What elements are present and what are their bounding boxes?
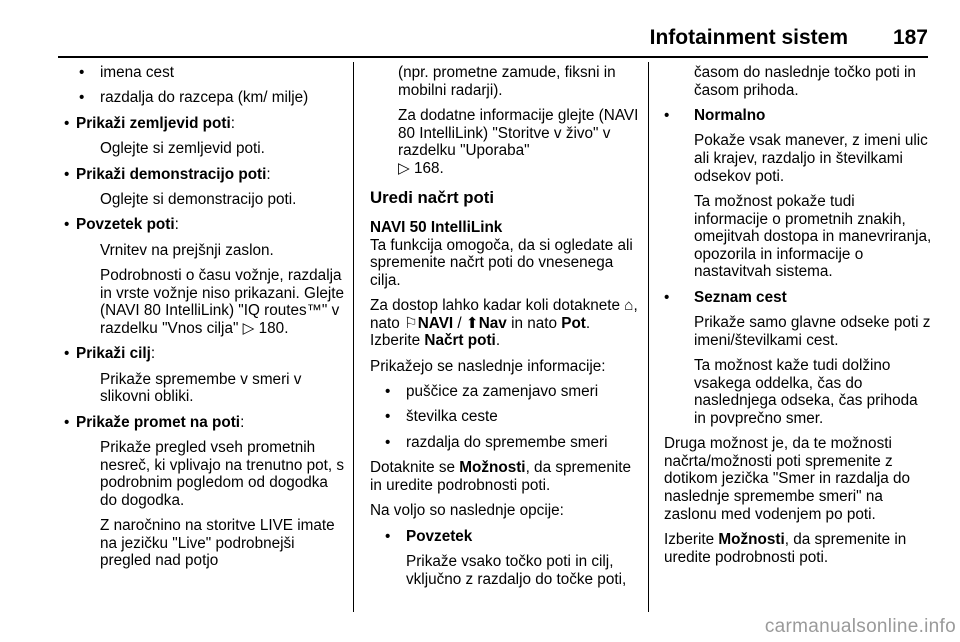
text-run: Pot [561,314,586,332]
bullet-text: Prikaže spremembe v smeri v slikovni obliki. [100,370,302,406]
sub-bullet-distance: • razdalja do razcepa (km/ milje) [64,89,348,107]
text-run: Možnosti [718,531,785,549]
header-title: Infotainment sistem [649,26,848,49]
page-ref: 168. [414,159,444,177]
text-run: Izberite [664,531,715,549]
list-item: • razdalja do spremembe smeri [370,434,640,452]
paragraph: Na voljo so naslednje opcije: [370,502,564,520]
bullet-title: Prikaži demonstracijo poti [76,165,267,183]
text-run: in nato [511,314,557,332]
flag-icon: ⚐ [404,314,418,332]
paragraph: Za dostop lahko kadar koli dotaknete ⌂, nato ⚐NAVI / ⬆Nav in nato Pot. Izberite Načrt poti. [370,297,638,350]
section-subheading: NAVI 50 IntelliLink [370,218,503,236]
continued-text [370,107,640,177]
column-divider-2 [648,62,649,612]
page-ref-icon: ▷ [242,319,255,337]
option-text: Prikaže samo glavne odseke poti z imeni/številkami cest. [694,314,931,349]
text-run: NAVI [417,314,454,332]
page-ref: 180. [258,319,289,337]
continued-text: časom do naslednje točko poti in časom prihoda. [694,64,916,99]
option-road-list [664,289,932,307]
paragraph [664,531,932,566]
home-icon: ⌂ [624,297,634,315]
column-1 [64,64,348,578]
text-run: , da spremenite in uredite podrobnosti poti. [370,459,631,494]
option-text: Ta možnost kaže tudi dolžino vsakega oddelka, čas do naslednjega odseka, čas prihoda in povprečno smer. [694,357,918,427]
bullet-show-destination: • Prikaži cilj: [64,345,348,363]
column-2 [370,64,640,596]
text-run: Dotaknite se [370,459,456,477]
option-summary [370,528,640,546]
sub-bullet-street-names: • imena cest [64,64,348,82]
option-text: Ta možnost pokaže tudi informacije o prometnih znakih, omejitvah dostopa in manevriranja, opozorila in informacije o nastavitvah sistema. [694,192,932,281]
bullet-show-traffic: • Prikaže promet na poti: [64,414,348,432]
text-run: / [457,314,462,332]
text-run: Za dostop lahko kadar koli dotaknete [370,297,621,315]
list-item: • številka ceste [370,408,640,426]
text-run: Možnosti [459,459,526,477]
nav-arrow-icon: ⬆ [465,314,479,332]
option-title: Povzetek [406,527,473,545]
watermark: carmanualsonline.info [764,616,956,637]
page-number: 187 [892,26,928,49]
bullet-route-summary: • Povzetek poti: [64,216,348,234]
option-title: Seznam cest [694,288,787,306]
bullet-text: Vrnitev na prejšnji zaslon. [100,241,274,259]
bullet-title: Povzetek poti [76,216,175,234]
bullet-text: Prikaže pregled vseh prometnih nesreč, ki vplivajo na trenutno pot, s podrobnim pogledom od dogodka do dogodka. [100,439,345,509]
column-divider-1 [353,62,354,612]
option-normal [664,107,932,125]
column-3 [664,64,932,574]
text-run: , nato [370,297,638,332]
option-text: Pokaže vsak manever, z imeni ulic ali krajev, razdaljo in številkami odsekov poti. [694,132,928,185]
text-run: . Izberite [370,314,591,350]
text-run: , da spremenite in uredite podrobnosti poti. [664,531,907,566]
option-text: Prikaže vsako točko poti in cilj, vključno z razdaljo do točke poti, [406,553,627,588]
bullet-title: Prikaži cilj [76,345,151,363]
bullet-text: Oglejte si demonstracijo poti. [100,190,297,208]
paragraph [370,459,640,494]
option-title: Normalno [694,106,766,124]
bullet-text: Z naročnino na storitve LIVE imate na jezičku "Live" podrobnejši pregled nad potjo [100,517,335,570]
page-ref-icon: ▷ [398,159,410,177]
list-item: • puščice za zamenjavo smeri [370,383,640,401]
bullet-text [64,267,348,337]
bullet-show-route-demo: • Prikaži demonstracijo poti: [64,166,348,184]
text-run: Nav [478,314,507,332]
text-run: Podrobnosti o času vožnje, razdalja in vrste vožnje niso prikazani. Glejte (NAVI 80 IntelliLink) "IQ routes™" v razdelku "Vnos cilja" [100,267,345,337]
header-rule [58,56,928,58]
text-run: Za dodatne informacije glejte (NAVI 80 IntelliLink) "Storitve v živo" v razdelku "Uporaba" [398,106,639,160]
paragraph: Prikažejo se naslednje informacije: [370,357,606,375]
text-run: Načrt poti [424,332,496,350]
paragraph: Ta funkcija omogoča, da si ogledate ali spremenite načrt poti do vnesenega cilja. [370,236,633,289]
bullet-title: Prikaži zemljevid poti [76,114,231,132]
paragraph: Druga možnost je, da te možnosti načrta/možnosti poti spremenite z dotikom jezička "Smer in razdalja do naslednje spremembe smeri" na zaslonu med vodenjem po poti. [664,435,911,523]
section-heading: Uredi načrt poti [370,188,495,208]
continued-text: (npr. prometne zamude, fiksni in mobilni radarji). [398,64,616,99]
bullet-text: Oglejte si zemljevid poti. [100,140,265,158]
bullet-show-route-map: • Prikaži zemljevid poti: [64,115,348,133]
page-header [58,14,928,58]
bullet-title: Prikaže promet na poti [76,413,241,431]
